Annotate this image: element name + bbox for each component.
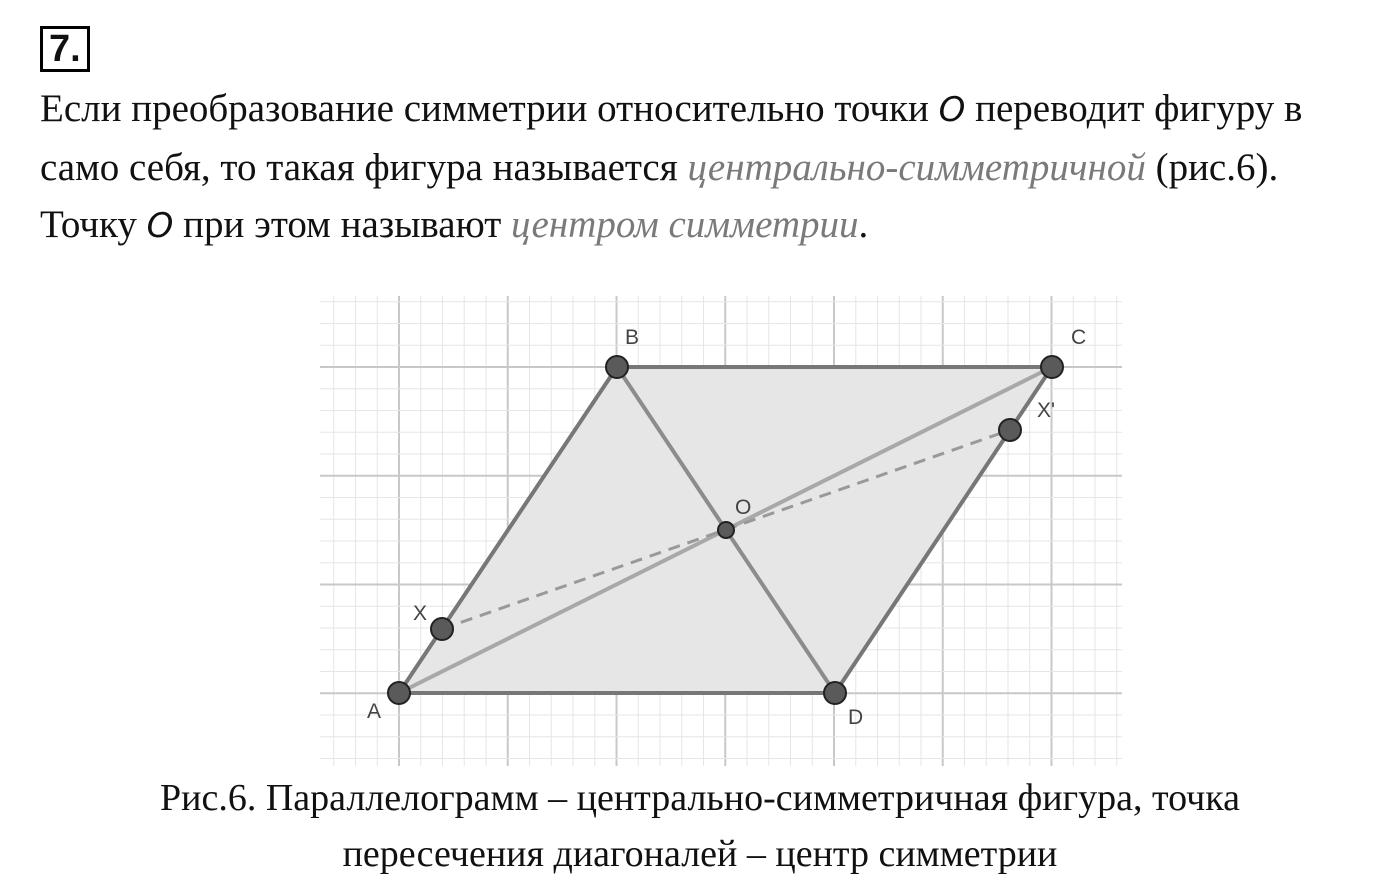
figure-caption <box>80 770 1320 882</box>
text-segment: Точку <box>40 203 147 246</box>
label-x: X <box>413 602 428 625</box>
label-a: A <box>367 700 382 723</box>
caption-line-2: пересечения диагоналей – центр симметрии <box>342 833 1058 875</box>
point-a <box>388 682 410 704</box>
caption-line-1: Рис.6. Параллелограмм – центрально-симметричная фигура, точка <box>160 777 1240 819</box>
variable-o: O <box>146 206 174 246</box>
point-x-prime <box>999 419 1021 441</box>
label-b: B <box>625 326 640 349</box>
problem-number: 7. <box>40 26 90 72</box>
label-c: C <box>1071 326 1087 349</box>
definition-paragraph <box>40 80 1370 255</box>
point-c <box>1041 356 1063 378</box>
term-center-of-symmetry: центром симметрии <box>511 203 859 246</box>
parallelogram-figure <box>320 296 1122 766</box>
point-b <box>606 356 628 378</box>
text-segment: переводит фигуру в само себя, то такая фигура называется <box>40 87 1303 189</box>
point-d <box>824 682 846 704</box>
text-segment: при этом называют <box>173 203 512 246</box>
label-o: O <box>735 496 752 519</box>
variable-o: O <box>938 90 966 130</box>
text-segment: Если преобразование симметрии относительно точки <box>40 87 939 130</box>
point-o <box>718 522 734 538</box>
text-segment: (рис.6). <box>1145 146 1279 189</box>
label-x-prime: X' <box>1037 399 1056 422</box>
text-segment: . <box>858 203 869 246</box>
term-central-symmetric: центрально-симметричной <box>687 146 1146 189</box>
point-x <box>431 618 453 640</box>
label-d: D <box>848 706 864 729</box>
